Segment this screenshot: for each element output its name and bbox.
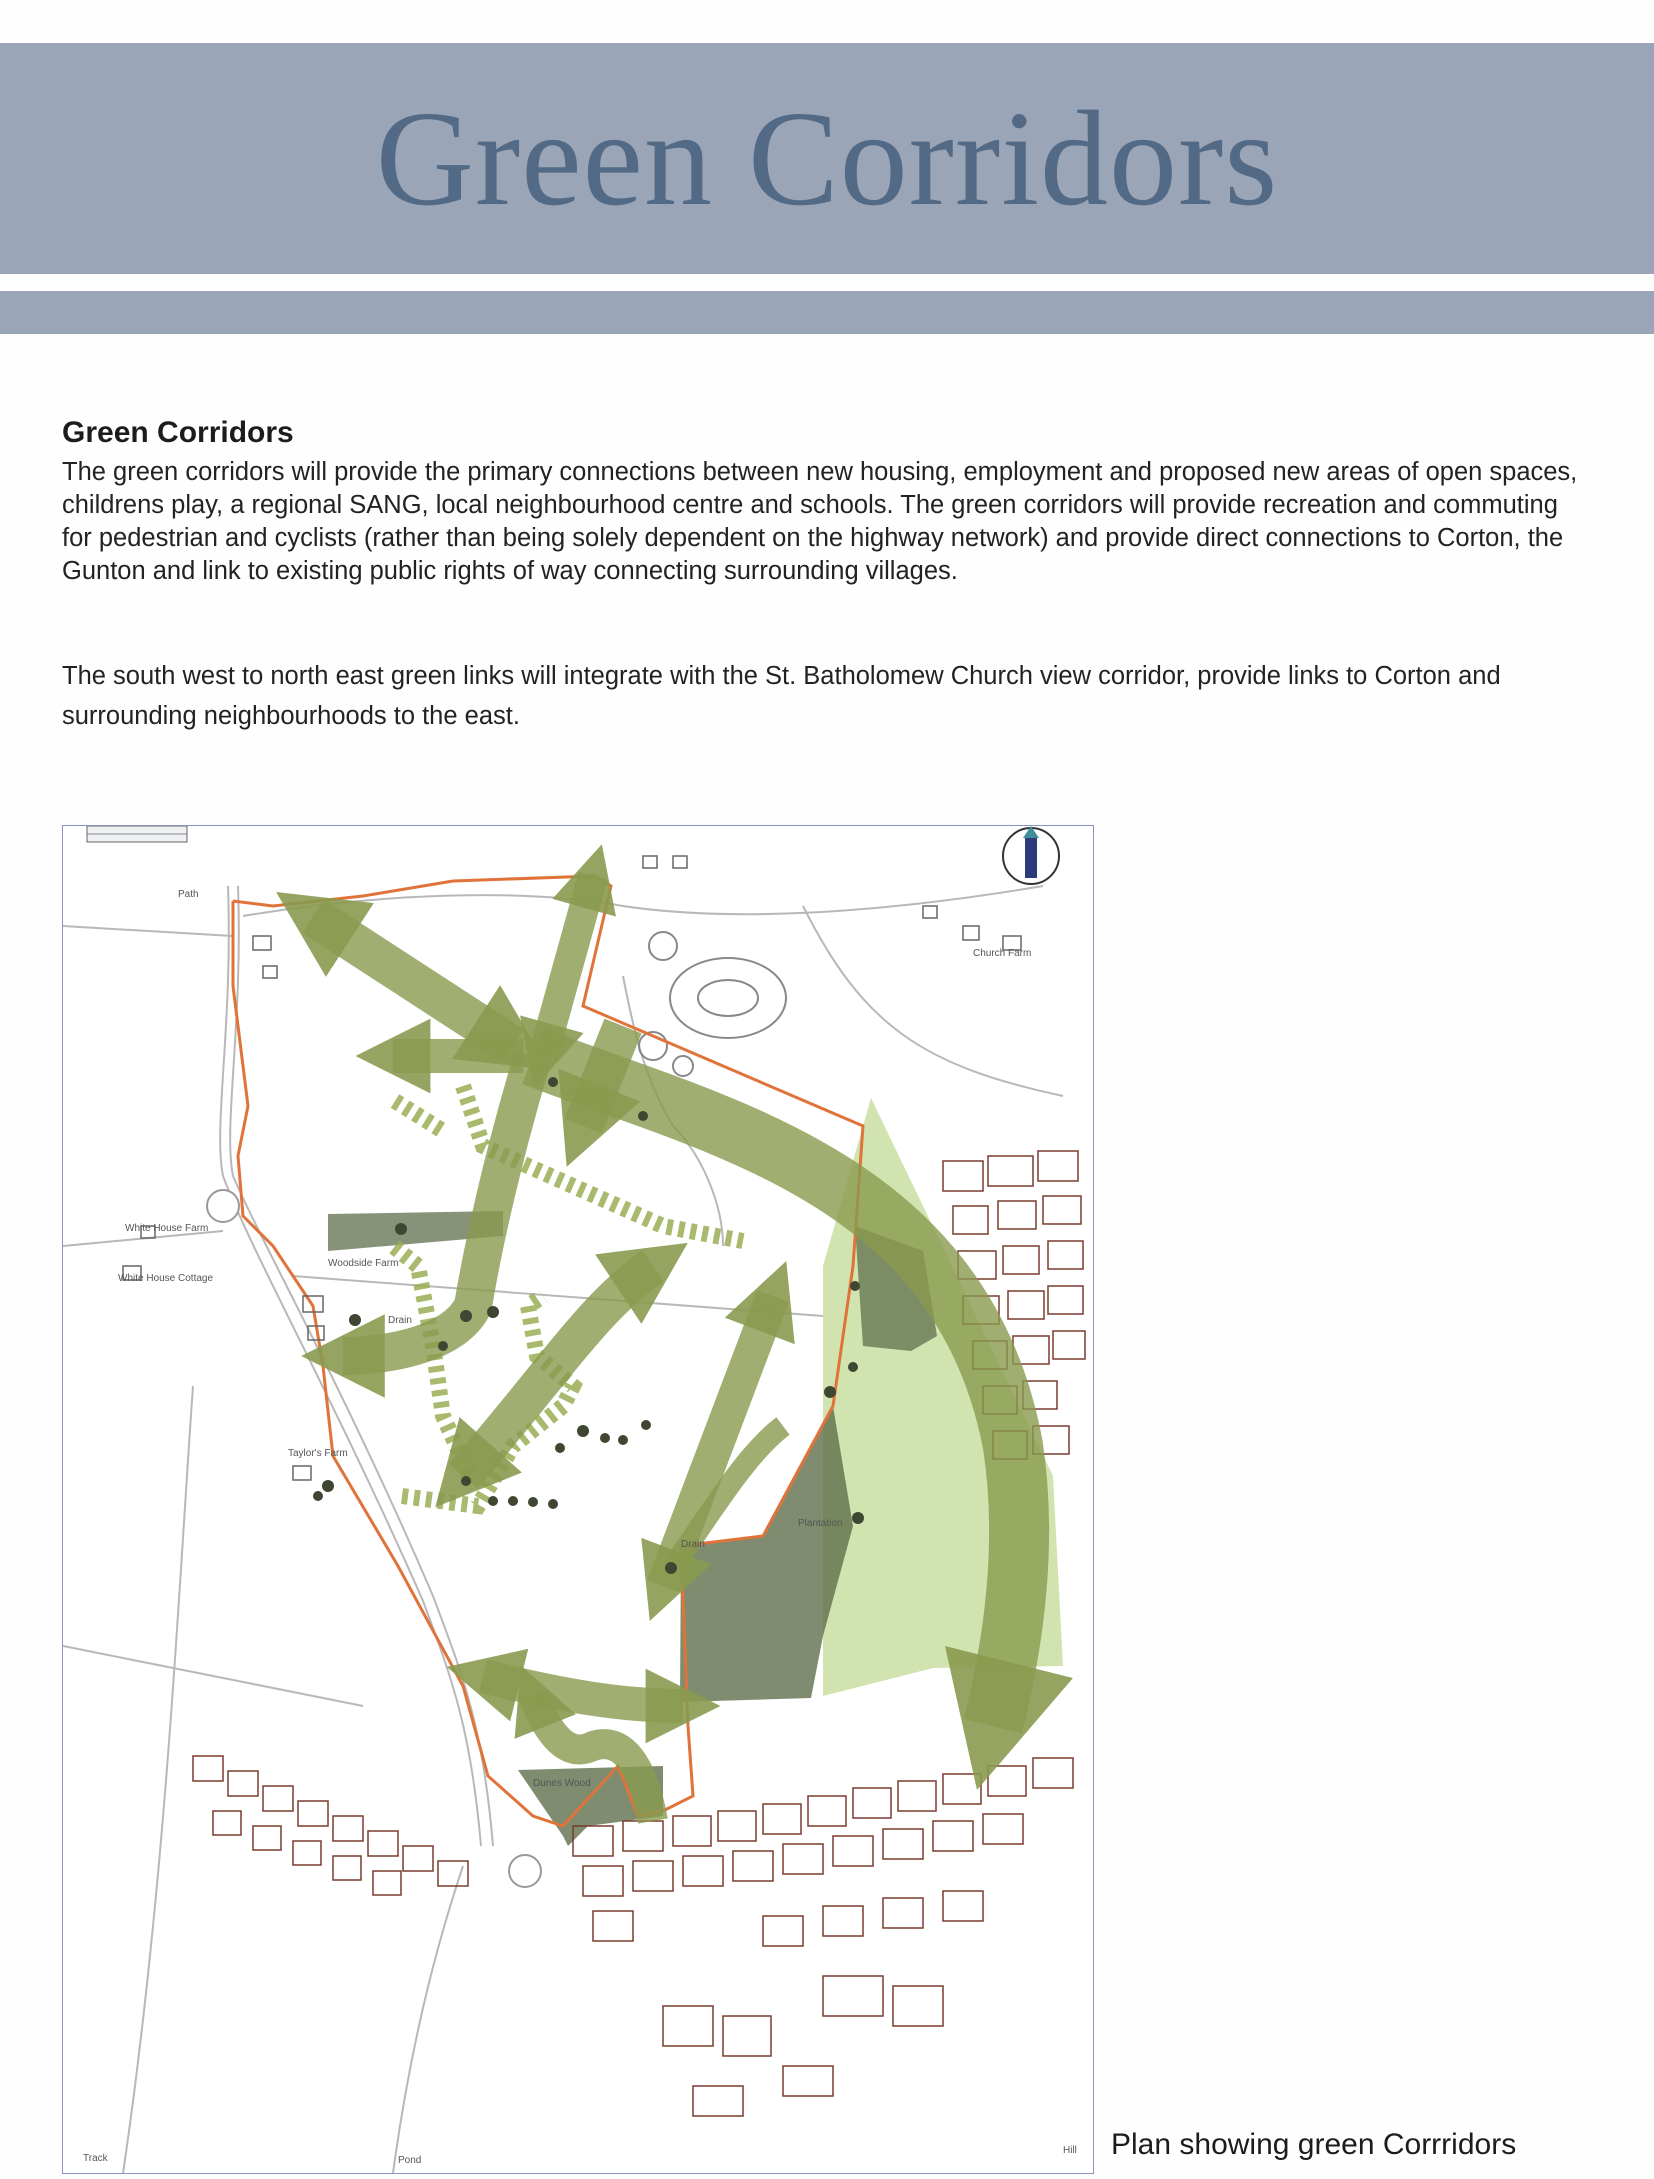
green-corridors-map <box>62 825 1094 2174</box>
roundabout-south <box>509 1855 541 1887</box>
village-buildings-southwest <box>193 1756 468 1895</box>
roundabout-north <box>207 1190 239 1222</box>
label-plantation: Plantation <box>798 1518 843 1529</box>
label-dunes-wood: Dunes Wood <box>533 1778 591 1789</box>
label-pond: Pond <box>398 2155 422 2166</box>
label-hill: Hill <box>1063 2145 1077 2156</box>
label-drain-2: Drain <box>681 1539 705 1550</box>
section-heading: Green Corridors <box>62 416 294 449</box>
label-white-house-farm: White House Farm <box>125 1223 209 1234</box>
corridor-paragraph: The south west to north east green links will integrate with the St. Batholomew Church view corridor, provide links to Corton and surrounding neighbourhoods to the east. <box>62 662 1501 730</box>
label-track: Track <box>83 2153 108 2164</box>
label-church-farm: Church Farm <box>973 948 1032 959</box>
label-white-house-cottage: White House Cottage <box>118 1273 214 1284</box>
label-path: Path <box>178 889 199 900</box>
label-drain-1: Drain <box>388 1315 412 1326</box>
intro-paragraph: The green corridors will provide the primary connections between new housing, employment and proposed new areas of open spaces, childrens play, a regional SANG, local neighbourhood centre and schools. The green corridors will provide recreation and commuting for pedestrian and cyclists (rather than being solely dependent on the highway network) and provide direct connections to Corton, the Gunton and link to existing public rights of way connecting surrounding villages. <box>62 458 1578 585</box>
map-caption: Plan showing green Corrridors <box>1111 2128 1517 2161</box>
north-arrow-icon <box>1003 826 1059 884</box>
banner-strip <box>0 291 1654 334</box>
label-taylors-farm: Taylor's Farm <box>288 1448 348 1459</box>
page-title: Green Corridors <box>375 83 1279 234</box>
industrial-site <box>639 932 786 1076</box>
label-woodside-farm: Woodside Farm <box>328 1258 399 1269</box>
